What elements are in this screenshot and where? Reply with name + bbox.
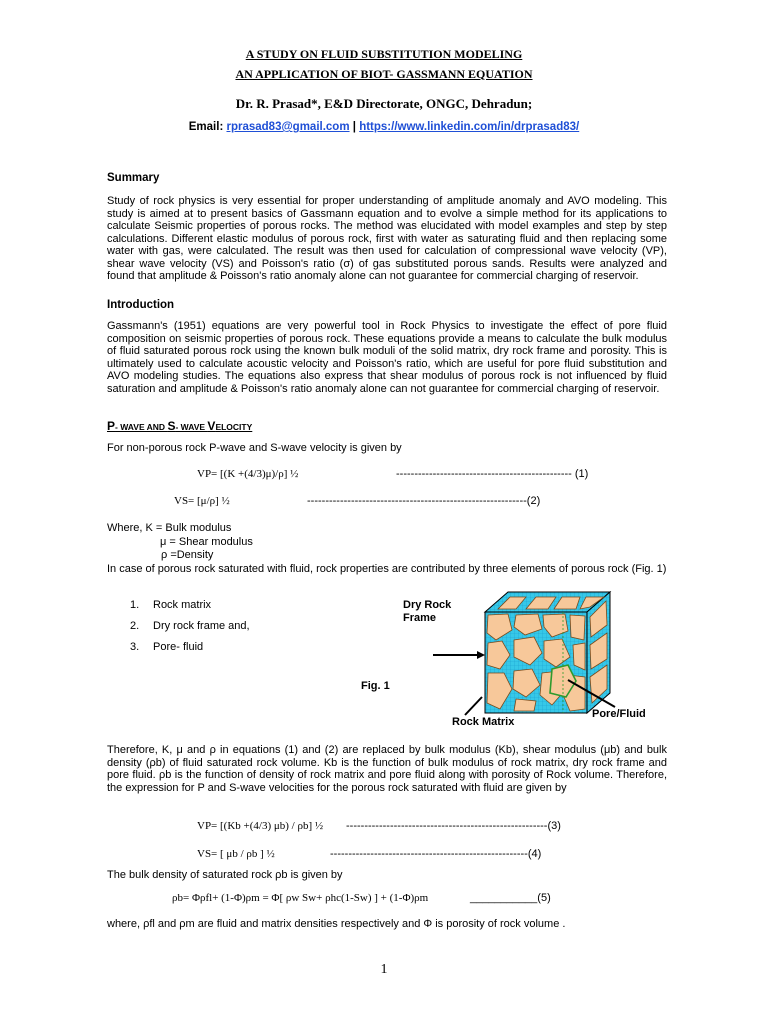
fig-label-rock-matrix: Rock Matrix <box>452 716 515 728</box>
email-link[interactable]: rprasad83@gmail.com <box>226 121 350 133</box>
equation-4: VS= [ μb / ρb ] ½ <box>197 848 275 860</box>
heading-v: V <box>207 419 216 433</box>
eq2-number: (2) <box>526 495 541 507</box>
elements-list <box>130 595 250 658</box>
eq4-dashes: ------------------------------------------------------ <box>330 848 528 860</box>
summary-heading: Summary <box>107 172 160 184</box>
eq1-number: (1) <box>574 468 589 480</box>
pwave-heading <box>107 419 252 433</box>
eq1-dashes: ------------------------------------------------ <box>396 468 572 480</box>
equation-4-leader <box>330 848 541 860</box>
heading-p: P <box>107 419 116 433</box>
where-bulk-modulus: Where, K = Bulk modulus <box>107 522 232 534</box>
eq3-number: (3) <box>547 820 561 832</box>
equation-2: VS= [μ/ρ] ½ <box>174 495 230 507</box>
equation-1: VP= [(K +(4/3)μ)/ρ] ½ <box>197 468 299 480</box>
intro-text: Gassmann's (1951) equations are very powerful tool in Rock Physics to investigate the effect of pore fluid composition on seismic properties of porous rock. These equations provide a means to calculate the bulk modulus of fluid saturated porous rock using the known bulk moduli of the solid matrix, dry rock frame and porosity. This is ultimately used to calculate acoustic velocity and Poisson's ratio, which are useful for pore fluid substitution and AVO modeling studies. The equations also express that shear modulus of porous rock is not influenced by fluid saturation and amplitude & Poisson's ratio anomaly alone can not guarantee for commercial charging of reservoir. <box>107 320 667 395</box>
contact-separator: | <box>352 121 356 133</box>
therefore-text: Therefore, K, μ and ρ in equations (1) and (2) are replaced by bulk modulus (Kb), shear modulus (μb) and bulk density (ρb) of fluid saturated rock volume. Kb is the function of bulk modulus of rock matrix, dry rock frame and pore fluid. ρb is the function of density of rock matrix and pore fluid along with porosity of Rock volume. Therefore, the expression for P and S-wave velocities for the porous rock saturated with fluid are given by <box>107 744 667 794</box>
fig-label-dry-rock: Dry Rock <box>403 599 452 611</box>
nonporous-text: For non-porous rock P-wave and S-wave velocity is given by <box>107 442 402 454</box>
title-line-2: AN APPLICATION OF BIOT- GASSMANN EQUATION <box>235 67 533 81</box>
page-number: 1 <box>380 962 388 977</box>
arrow-head-dry-frame <box>477 651 485 659</box>
fig-caption: Fig. 1 <box>361 680 390 692</box>
fig-label-pore-fluid: Pore/Fluid <box>592 708 646 720</box>
where-density: ρ =Density <box>161 549 214 561</box>
equation-5-leader <box>470 892 551 904</box>
list-item: 3. Pore- fluid <box>130 641 204 653</box>
email-label: Email: <box>188 121 224 133</box>
equation-5: ρb= Φρfl+ (1-Φ)ρm = Φ[ ρw Sw+ ρhc(1-Sw) ] + (1-Φ)ρm <box>172 892 429 904</box>
linkedin-link[interactable]: https://www.linkedin.com/in/drprasad83/ <box>359 121 580 133</box>
fig-label-frame: Frame <box>403 612 437 624</box>
equation-2-leader <box>307 495 540 507</box>
contact-line <box>0 121 768 133</box>
list-item-text: Dry rock frame and, <box>153 620 250 632</box>
eq2-dashes: ------------------------------------------------------------ <box>307 495 527 507</box>
equation-1-leader <box>396 468 588 480</box>
heading-s: S <box>167 419 176 433</box>
eq3-dashes: ------------------------------------------------------- <box>346 820 548 832</box>
heading-mid2: - WAVE <box>175 422 208 432</box>
equation-3-leader <box>346 820 561 832</box>
title-line-1: A STUDY ON FLUID SUBSTITUTION MODELING <box>245 47 523 61</box>
equation-3: VP= [(Kb +(4/3) μb) / ρb] ½ <box>197 820 324 832</box>
author-line: Dr. R. Prasad*, E&D Directorate, ONGC, Dehradun; <box>235 96 533 111</box>
bulk-density-text: The bulk density of saturated rock ρb is given by <box>107 869 343 881</box>
list-item: 1. Rock matrix <box>130 599 212 611</box>
heading-end: ELOCITY <box>215 422 253 432</box>
heading-mid: - WAVE AND <box>115 422 168 432</box>
list-item-text: Rock matrix <box>153 599 212 611</box>
list-item: 2. Dry rock frame and, <box>130 620 250 632</box>
intro-heading: Introduction <box>107 299 175 311</box>
where-final: where, ρfl and ρm are fluid and matrix densities respectively and Φ is porosity of rock volume . <box>107 918 566 930</box>
summary-text: Study of rock physics is very essential for proper understanding of amplitude anomaly and AVO modeling. This study is aimed at to present basics of Gassmann equation and to evolve a simple method for its applications to calculate Seismic properties of porous rocks. The method was elucidated with model examples and step by step calculations. Different elastic modulus of porous rock, first with water as saturating fluid and then replacing some water with gas, were calculated. The result was then used for calculation of compressional wave velocity (VP), shear wave velocity (VS) and Poisson's ratio (σ) of gas substituted porous sands. Results were analyzed and found that amplitude & Poisson's ratio anomaly alone can not guarantee for commercial charging of reservoir. <box>107 195 667 282</box>
arrow-rock-matrix <box>465 697 482 715</box>
where-shear-modulus: μ = Shear modulus <box>160 536 253 548</box>
porous-text: In case of porous rock saturated with fluid, rock properties are contributed by three elements of porous rock (Fig. 1) <box>107 563 667 575</box>
rock-cube-figure <box>430 585 650 725</box>
eq4-number: (4) <box>527 848 542 860</box>
list-item-text: Pore- fluid <box>153 641 204 653</box>
eq5-number: (5) <box>537 892 551 904</box>
eq5-dashes: ___________ <box>470 892 538 904</box>
